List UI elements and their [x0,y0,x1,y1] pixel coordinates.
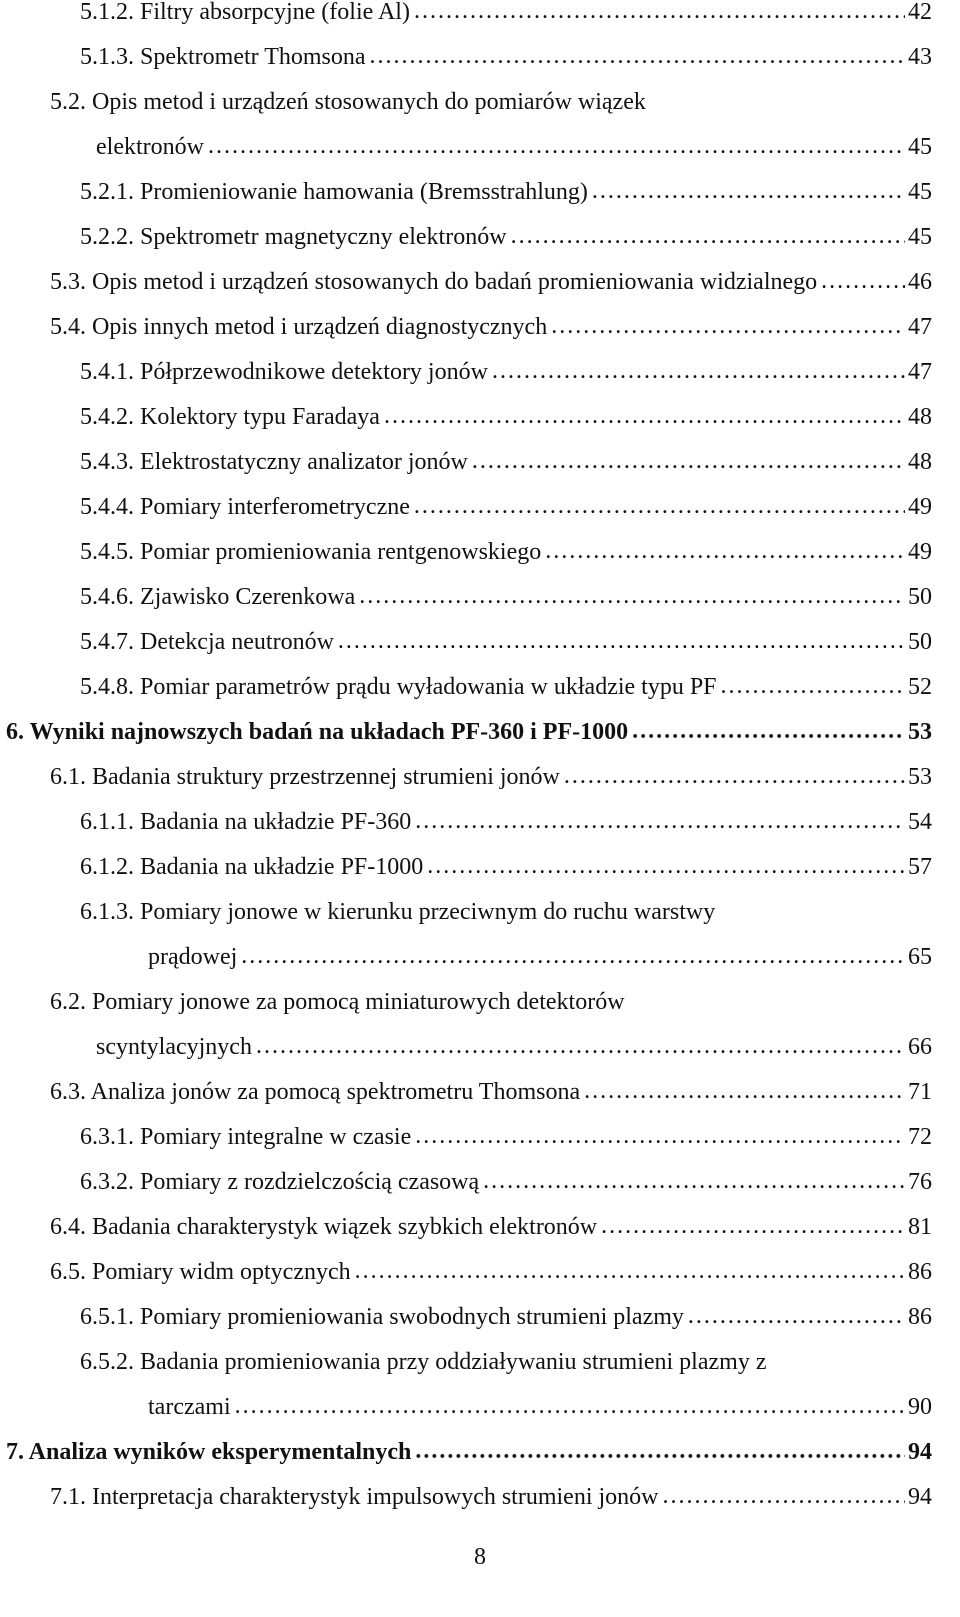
dot-leader [632,716,905,746]
toc-entry [80,177,932,207]
toc-entry-title: 5.1.3. Spektrometr Thomsona [80,44,366,70]
dot-leader [415,806,905,836]
toc-entry [80,537,932,567]
toc-entry-page: 94 [908,1439,932,1465]
toc-entry-title: 6.5.1. Pomiary promieniowania swobodnych strumieni plazmy [80,1304,684,1330]
toc-chapter-entry [6,717,932,747]
toc-entry-title: 5.4.7. Detekcja neutronów [80,629,334,655]
toc-entry-title: 6.5. Pomiary widm optycznych [50,1259,351,1285]
toc-entry-title: 6.1.1. Badania na układzie PF-360 [80,809,412,835]
toc-entry [96,1032,932,1062]
toc-entry [50,1482,932,1512]
toc-entry-page: 53 [908,764,932,790]
toc-entry-page: 46 [908,269,932,295]
toc-entry-title: 5.2. Opis metod i urządzeń stosowanych do pomiarów wiązek [50,89,646,115]
toc-entry [80,402,932,432]
toc-entry [80,672,932,702]
toc-entry [80,627,932,657]
toc-entry-title: 6.1.2. Badania na układzie PF-1000 [80,854,424,880]
toc-entry-title: 7. Analiza wyników eksperymentalnych [6,1439,412,1465]
toc-entry-page: 42 [908,0,932,25]
toc-entry-title: 5.1.2. Filtry absorpcyjne (folie Al) [80,0,410,25]
toc-entry-title: tarczami [148,1394,231,1420]
toc-entry [80,492,932,522]
toc-entry-title: 6. Wyniki najnowszych badań na układach PF-360 i PF-1000 [6,719,629,745]
toc-entry-page: 72 [908,1124,932,1150]
toc-entry [80,807,932,837]
toc-entry [148,1392,932,1422]
toc-entry-title: 5.4.6. Zjawisko Czerenkowa [80,584,356,610]
toc-entry-title: 5.3. Opis metod i urządzeń stosowanych do badań promieniowania widzialnego [50,269,818,295]
dot-leader [545,536,905,566]
toc-entry [80,582,932,612]
dot-leader [472,446,905,476]
dot-leader [601,1211,905,1241]
toc-entry [50,1212,932,1242]
toc-entry [80,0,932,27]
toc-entry-page: 71 [908,1079,932,1105]
toc-entry [80,42,932,72]
dot-leader [414,0,905,26]
toc-entry-title: 5.4.8. Pomiar parametrów prądu wyładowania w układzie typu PF [80,674,717,700]
dot-leader [584,1076,905,1106]
dot-leader [663,1481,906,1511]
toc-entry-page: 81 [908,1214,932,1240]
toc-entry-page: 86 [908,1304,932,1330]
toc-entry-page: 49 [908,539,932,565]
dot-leader [821,266,905,296]
toc-entry-title: prądowej [148,944,238,970]
toc-entry-title: 5.4. Opis innych metod i urządzeń diagnostycznych [50,314,548,340]
dot-leader [688,1301,905,1331]
dot-leader [427,851,905,881]
toc-entry-title: 7.1. Interpretacja charakterystyk impulsowych strumieni jonów [50,1484,659,1510]
dot-leader [721,671,905,701]
toc-entry-page: 66 [908,1034,932,1060]
toc-entry-page: 50 [908,629,932,655]
page-number: 8 [474,1544,486,1570]
toc-entry [50,267,932,297]
toc-entry-title: 6.1.3. Pomiary jonowe w kierunku przeciwnym do ruchu warstwy [80,899,716,925]
toc-entry-title: elektronów [96,134,204,160]
dot-leader [592,176,905,206]
toc-entry-title: 6.4. Badania charakterystyk wiązek szybkich elektronów [50,1214,598,1240]
toc-entry-title: scyntylacyjnych [96,1034,252,1060]
dot-leader [355,1256,905,1286]
toc-entry-page: 53 [908,719,932,745]
toc-entry-page: 52 [908,674,932,700]
dot-leader [551,311,905,341]
toc-entry [148,942,932,972]
dot-leader [241,941,905,971]
toc-entry-page: 45 [908,179,932,205]
dot-leader [208,131,905,161]
toc-entry-page: 49 [908,494,932,520]
toc-entry-page: 48 [908,404,932,430]
dot-leader [235,1391,905,1421]
dot-leader [370,41,905,71]
toc-entry [80,1122,932,1152]
dot-leader [415,1436,905,1466]
toc-entry-page: 48 [908,449,932,475]
toc-entry-page: 90 [908,1394,932,1420]
dot-leader [359,581,905,611]
dot-leader [483,1166,905,1196]
toc-entry-page: 65 [908,944,932,970]
toc-entry-title: 6.2. Pomiary jonowe za pomocą miniaturowych detektorów [50,989,625,1015]
toc-entry-title: 5.2.2. Spektrometr magnetyczny elektronów [80,224,507,250]
toc-entry-title: 6.3.1. Pomiary integralne w czasie [80,1124,412,1150]
dot-leader [492,356,905,386]
toc-entry-page: 57 [908,854,932,880]
toc-entry-title: 6.5.2. Badania promieniowania przy oddziaływaniu strumieni plazmy z [80,1349,767,1375]
toc-entry-page: 45 [908,224,932,250]
toc-entry-page: 50 [908,584,932,610]
toc-entry-title: 5.4.2. Kolektory typu Faradaya [80,404,380,430]
toc-entry-title: 5.2.1. Promieniowanie hamowania (Bremsstrahlung) [80,179,588,205]
toc-entry [50,1077,932,1107]
toc-entry [50,762,932,792]
dot-leader [414,491,905,521]
toc-entry [80,447,932,477]
toc-entry [50,312,932,342]
toc-entry-page: 94 [908,1484,932,1510]
toc-entry-page: 47 [908,359,932,385]
toc-entry-page: 47 [908,314,932,340]
toc-entry-title: 6.1. Badania struktury przestrzennej strumieni jonów [50,764,560,790]
toc-entry-page: 43 [908,44,932,70]
toc-chapter-entry [6,1437,932,1467]
toc-entry-page: 86 [908,1259,932,1285]
dot-leader [564,761,905,791]
toc-entry [50,1257,932,1287]
dot-leader [511,221,905,251]
toc-entry-title: 5.4.3. Elektrostatyczny analizator jonów [80,449,468,475]
toc-entry [80,1302,932,1332]
toc-entry [80,1167,932,1197]
toc-entry-title: 5.4.5. Pomiar promieniowania rentgenowskiego [80,539,542,565]
toc-entry-title: 6.3. Analiza jonów za pomocą spektrometru Thomsona [50,1079,581,1105]
toc-entry-title: 6.3.2. Pomiary z rozdzielczością czasową [80,1169,480,1195]
toc-entry-title: 5.4.1. Półprzewodnikowe detektory jonów [80,359,488,385]
dot-leader [384,401,905,431]
dot-leader [256,1031,905,1061]
toc-entry [96,132,932,162]
dot-leader [338,626,905,656]
toc-entry [80,357,932,387]
toc-entry-page: 54 [908,809,932,835]
toc-entry-page: 45 [908,134,932,160]
toc-entry-title: 5.4.4. Pomiary interferometryczne [80,494,410,520]
toc-entry-page: 76 [908,1169,932,1195]
toc-entry [80,852,932,882]
toc-entry [80,222,932,252]
dot-leader [415,1121,905,1151]
